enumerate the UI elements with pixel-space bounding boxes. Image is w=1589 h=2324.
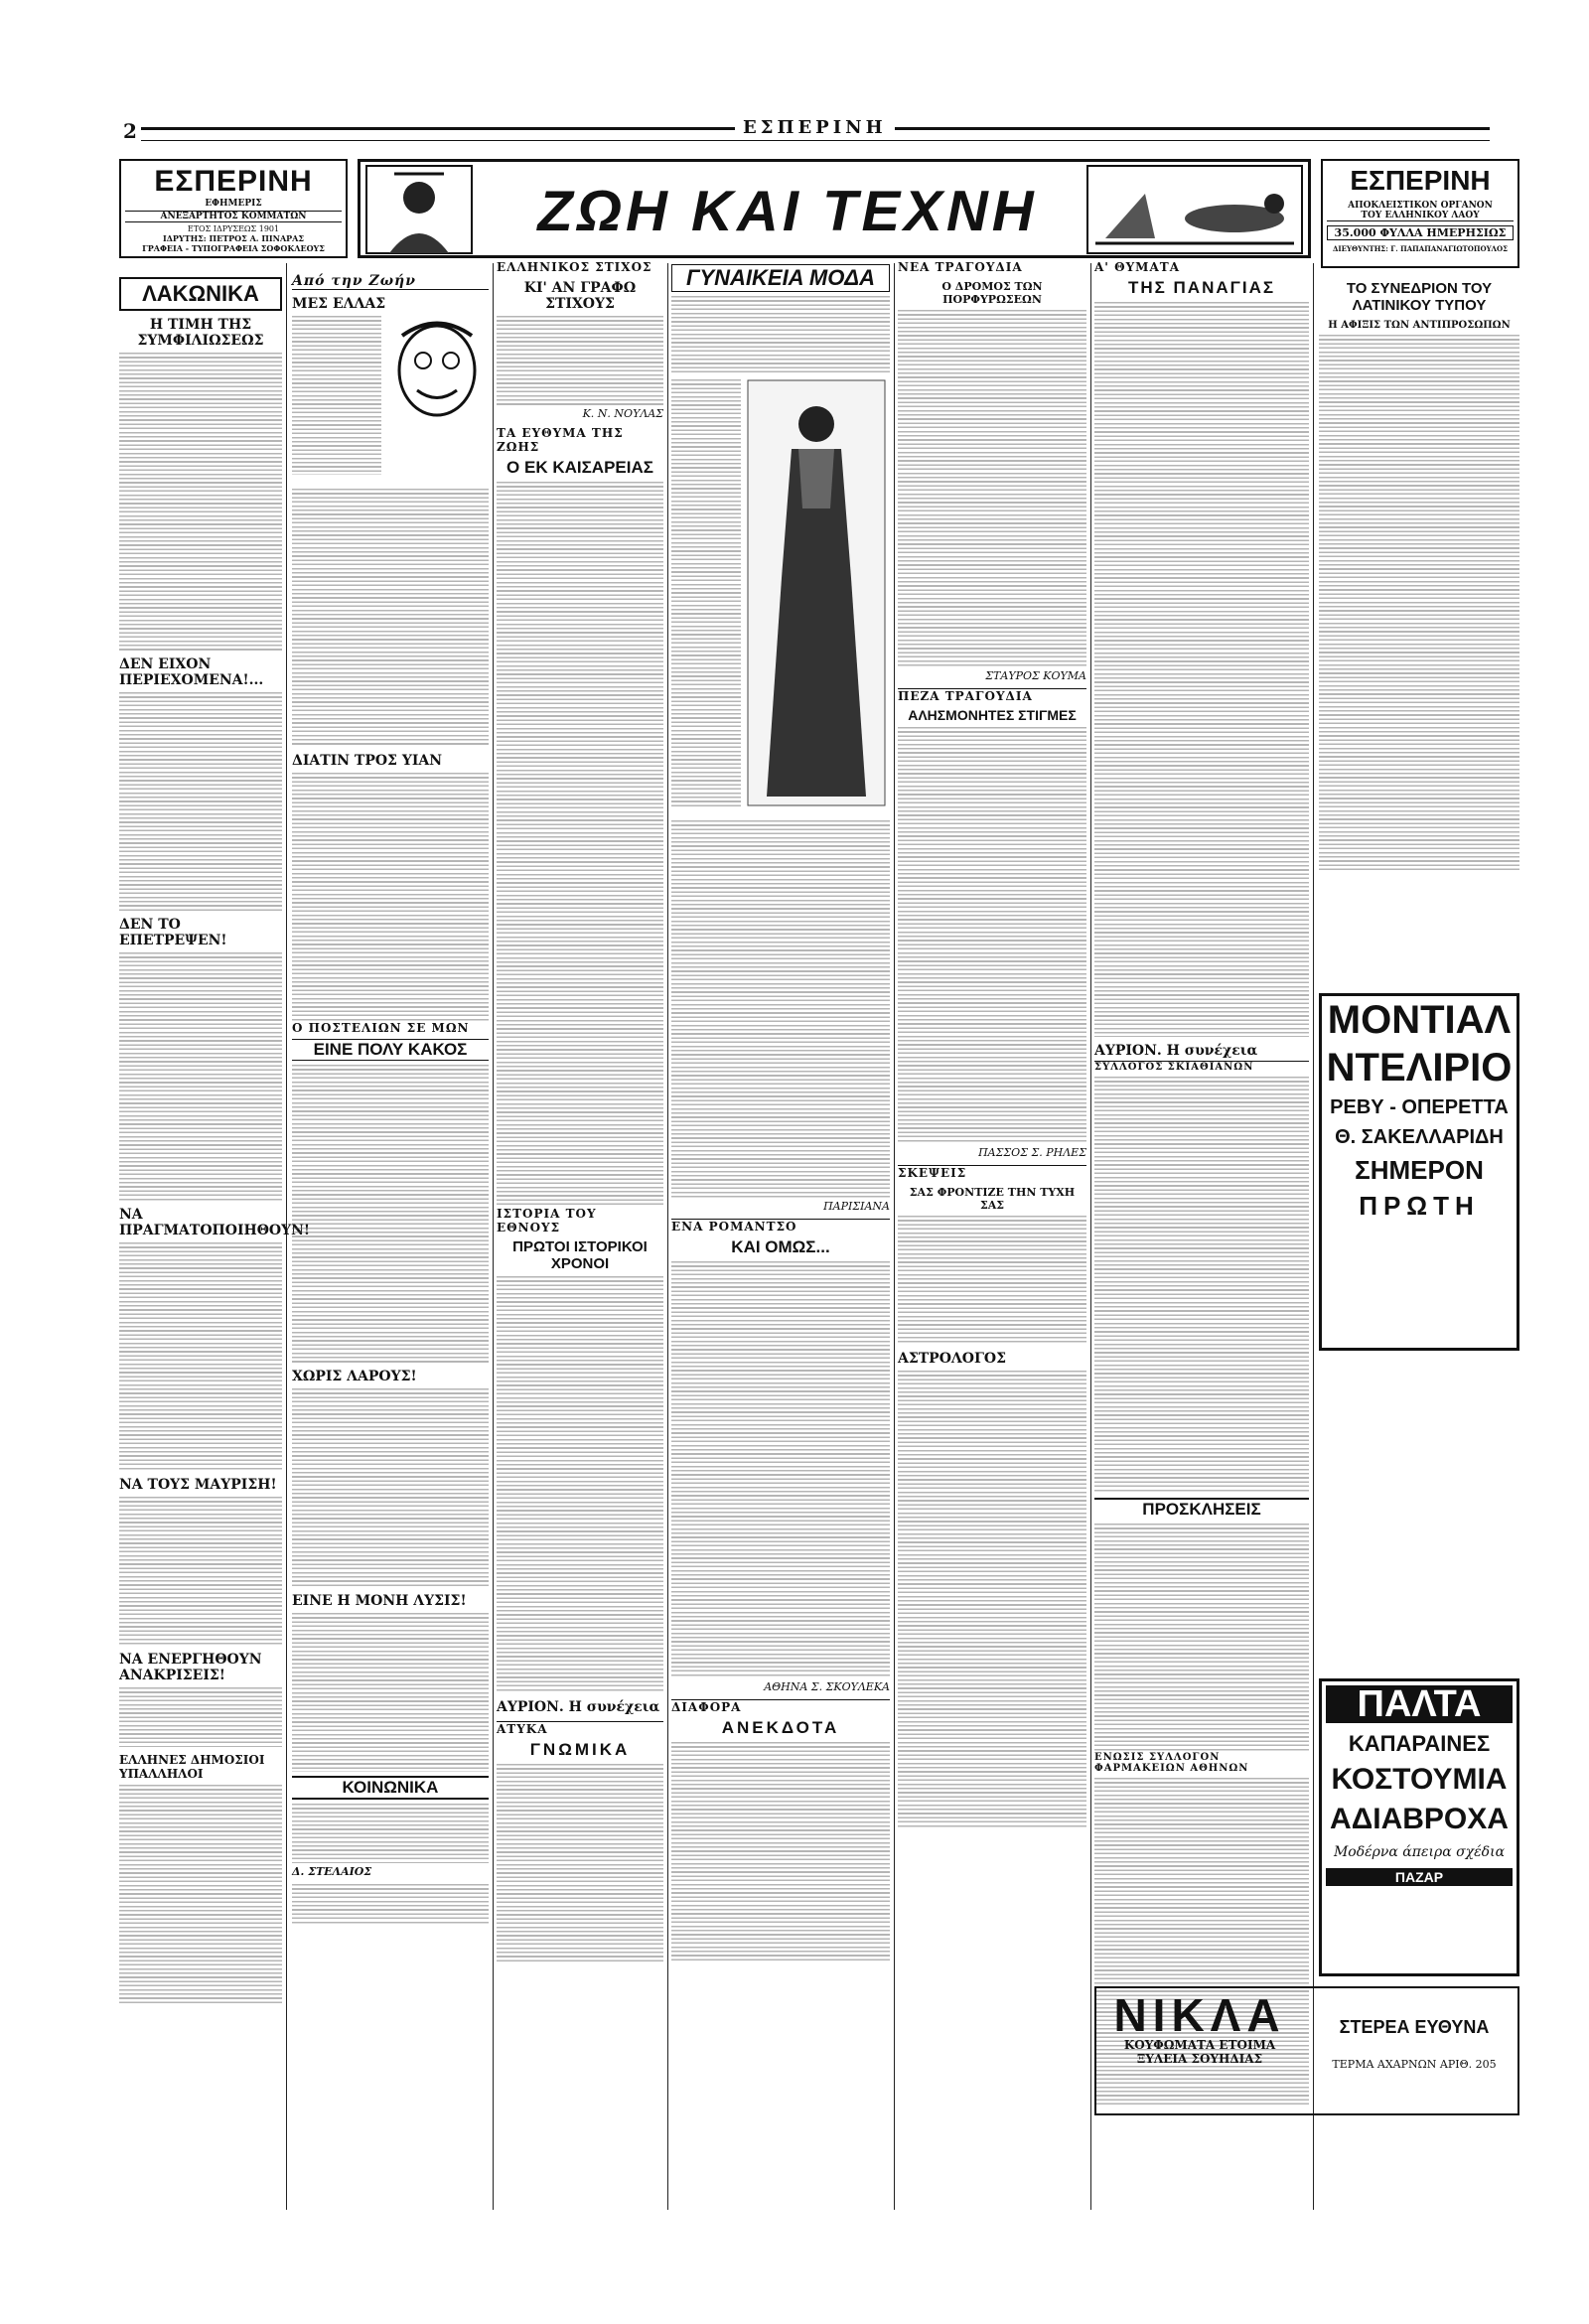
- headline: ΑΥΡΙΟΝ. Η συνέχεια: [1094, 1043, 1258, 1059]
- masthead-left-line3: ΕΤΟΣ ΙΔΡΥΣΕΩΣ 1901: [187, 224, 280, 233]
- headline: ΜΕΣ ΕΛΛΑΣ: [292, 296, 386, 312]
- article-text: [1094, 1524, 1309, 1752]
- headline: ΑΣΤΡΟΛΟΓΟΣ: [898, 1351, 1006, 1367]
- article-text: [1094, 1077, 1309, 1494]
- article-text: [292, 773, 489, 1021]
- ad-line: ΣΤΕΡΕΑ ΕΥΘΥΝΑ: [1339, 2017, 1490, 2037]
- headline: Ο ΕΚ ΚΑΙΣΑΡΕΙΑΣ: [506, 458, 653, 477]
- article-text: [671, 1742, 890, 1961]
- ad-line: ΠΡΩΤΗ: [1359, 1191, 1480, 1221]
- section-lakonika: ΛΑΚΩΝΙΚΑ: [119, 277, 282, 311]
- cartoon-face-icon: [387, 316, 487, 435]
- fashion-figure-icon: [747, 379, 886, 806]
- article-text: [497, 1764, 663, 1962]
- article-text: [119, 1242, 282, 1471]
- masthead-right-circulation: 35.000 ΦΥΛΛΑ ΗΜΕΡΗΣΙΩΣ: [1327, 225, 1514, 240]
- article-text: [898, 1371, 1086, 1827]
- kicker: ΣΚΕΨΕΙΣ: [898, 1165, 1086, 1180]
- ad-nikla: [1094, 1986, 1519, 2115]
- column-5: [898, 260, 1086, 2217]
- kicker: ΔΙΑΦΟΡΑ: [671, 1699, 890, 1714]
- column-2: [292, 273, 489, 2220]
- article-text: [898, 1216, 1086, 1345]
- headline: ΓΝΩΜΙΚΑ: [529, 1740, 631, 1759]
- article-text: [497, 316, 663, 405]
- ad-palta: [1319, 1678, 1519, 1976]
- headline: ΠΡΩΤΟΙ ΙΣΤΟΡΙΚΟΙ ΧΡΟΝΟΙ: [512, 1238, 648, 1272]
- headline: ΤΟ ΣΥΝΕΔΡΙΟΝ ΤΟΥ ΛΑΤΙΝΙΚΟΥ ΤΥΠΟΥ: [1346, 280, 1493, 314]
- woman-portrait-icon: [364, 164, 474, 255]
- ad-line: ΚΟΣΤΟΥΜΙΑ: [1331, 1763, 1508, 1796]
- running-title: ΕΣΠΕΡΙΝΗ: [735, 117, 895, 138]
- article-text: [119, 1687, 282, 1747]
- kicker: Α' ΘΥΜΑΤΑ: [1094, 260, 1181, 274]
- headline: ΝΑ ΠΡΑΓΜΑΤΟΠΟΙΗΘΟΥΝ!: [119, 1207, 311, 1238]
- kicker: ΕΝΑ ΡΟΜΑΝΤΣΟ: [671, 1219, 890, 1234]
- signature: Κ. Ν. ΝΟΥΛΑΣ: [582, 407, 663, 420]
- ad-line: Θ. ΣΑΚΕΛΛΑΡΙΔΗ: [1335, 1126, 1504, 1148]
- masthead-left-line4: ΙΔΡΥΤΗΣ: ΠΕΤΡΟΣ Α. ΠΙΝΑΡΑΣ: [162, 233, 305, 243]
- kicker: Από την Ζωήν: [292, 273, 489, 290]
- masthead-left-line2: ΑΝΕΞΑΡΤΗΤΟΣ ΚΟΜΜΑΤΩΝ: [125, 211, 342, 222]
- kicker: Ο ΠΟΣΤΕΛΙΩΝ ΣΕ ΜΩΝ: [292, 1021, 470, 1035]
- headline: ΔΕΝ ΤΟ ΕΠΕΤΡΕΨΕΝ!: [119, 917, 227, 948]
- ad-line: ΜΟΝΤΙΑΛ: [1327, 998, 1512, 1042]
- headline: ΤΗΣ ΠΑΝΑΓΙΑΣ: [1127, 278, 1276, 297]
- ad-line: ΤΕΡΜΑ ΑΧΑΡΝΩΝ ΑΡΙΘ. 205: [1332, 2058, 1497, 2071]
- column-rule: [493, 263, 494, 2210]
- headline: ΚΟΙΝΩΝΙΚΑ: [292, 1776, 489, 1800]
- ad-line: Μοδέρνα άπειρα σχέδια: [1333, 1844, 1506, 1860]
- article-text: [497, 482, 663, 1207]
- article-text: [671, 820, 890, 1198]
- headline: ΠΡΟΣΚΛΗΣΕΙΣ: [1094, 1498, 1309, 1520]
- headline: ΣΑΣ ΦΡΟΝΤΙΖΕ ΤΗΝ ΤΥΧΗ ΣΑΣ: [909, 1186, 1076, 1212]
- headline: ΚΑΙ ΟΜΩΣ...: [731, 1237, 830, 1256]
- headline: ΑΝΕΚΔΟΤΑ: [721, 1718, 840, 1737]
- article-text: [898, 310, 1086, 667]
- masthead-right-line3: ΔΙΕΥΘΥΝΤΗΣ: Γ. ΠΑΠΑΠΑΝΑΓΙΩΤΟΠΟΥΛΟΣ: [1332, 244, 1509, 253]
- column-4: [671, 260, 890, 2217]
- masthead-left-line1: ΕΦΗΜΕΡΙΣ: [205, 199, 262, 209]
- article-text: [292, 1613, 489, 1772]
- headline: Η ΤΙΜΗ ΤΗΣ ΣΥΜΦΙΛΙΩΣΕΩΣ: [137, 317, 264, 349]
- headline: ΔΕΝ ΕΙΧΟΝ ΠΕΡΙΕΧΟΜΕΝΑ!...: [119, 656, 264, 688]
- article-text: [1094, 302, 1309, 1037]
- headline: ΕΙΝΕ Η ΜΟΝΗ ΛΥΣΙΣ!: [292, 1593, 467, 1609]
- kicker: ΑΤΥΚΑ: [497, 1721, 663, 1736]
- reclining-figure-icon: [1085, 164, 1304, 255]
- kicker: ΙΣΤΟΡΙΑ ΤΟΥ ΕΘΝΟΥΣ: [497, 1207, 597, 1235]
- column-7: [1319, 276, 1519, 971]
- banner-title: ΖΩΗ ΚΑΙ ΤΕΧΝΗ: [537, 179, 1038, 243]
- headline: ΝΑ ΕΝΕΡΓΗΘΟΥΝ ΑΝΑΚΡΙΣΕΙΣ!: [119, 1652, 262, 1683]
- signature: ΣΤΑΥΡΟΣ ΚΟΥΜΑ: [985, 669, 1086, 682]
- column-1: [119, 273, 311, 2220]
- masthead-right-title: ΕΣΠΕΡΙΝΗ: [1350, 165, 1491, 196]
- article-text: [292, 1884, 489, 1924]
- masthead-right: [1321, 159, 1519, 268]
- masthead-right-line1: ΑΠΟΚΛΕΙΣΤΙΚΟΝ ΟΡΓΑΝΟΝ: [1348, 201, 1493, 211]
- kicker: ΕΛΛΗΝΙΚΟΣ ΣΤΙΧΟΣ: [497, 260, 652, 274]
- ad-montial: [1319, 993, 1519, 1351]
- column-6: [1094, 260, 1309, 2217]
- kicker: ΣΥΛΛΟΓΟΣ ΣΚΙΑΘΙΑΝΩΝ: [1094, 1061, 1309, 1073]
- ad-line: ΚΑΠΑΡΑΙΝΕΣ: [1348, 1731, 1491, 1756]
- article-text: [1319, 335, 1519, 871]
- headline: ΚΙ' ΑΝ ΓΡΑΦΩ ΣΤΙΧΟΥΣ: [523, 280, 637, 312]
- masthead-right-line2: ΤΟΥ ΕΛΛΗΝΙΚΟΥ ΛΑΟΥ: [1327, 211, 1514, 221]
- ad-line: ΚΟΥΦΩΜΑΤΑ ΕΤΟΙΜΑ: [1123, 2038, 1276, 2052]
- caption: ΠΑΡΙΣΙΑΝΑ: [823, 1200, 890, 1213]
- headline: ΕΙΝΕ ΠΟΛΥ ΚΑΚΟΣ: [292, 1039, 489, 1061]
- column-rule: [1090, 263, 1091, 2210]
- column-rule: [1313, 263, 1314, 2210]
- column-3: [497, 260, 663, 2217]
- article-text: [671, 1261, 890, 1678]
- ad-line: ΝΤΕΛΙΡΙΟ: [1326, 1046, 1513, 1089]
- ad-line: ΞΥΛΕΙΑ ΣΟΥΗΔΙΑΣ: [1136, 2052, 1263, 2066]
- article-text: [898, 727, 1086, 1144]
- article-text: [671, 379, 741, 806]
- headline: ΑΛΗΣΜΟΝΗΤΕΣ ΣΤΙΓΜΕΣ: [908, 707, 1077, 723]
- ad-line: ΡΕΒΥ - ΟΠΕΡΕΤΤΑ: [1330, 1096, 1509, 1118]
- column-rule: [894, 263, 895, 2210]
- article-text: [292, 1804, 489, 1863]
- headline: ΕΛΛΗΝΕΣ ΔΗΜΟΣΙΟΙ ΥΠΑΛΛΗΛΟΙ: [119, 1753, 265, 1781]
- article-text: [292, 1388, 489, 1587]
- article-text: [119, 1785, 282, 2003]
- article-text: [119, 353, 282, 651]
- headline: ΧΩΡΙΣ ΛΑΡΟΥΣ!: [292, 1369, 417, 1384]
- ad-line: ΝΙΚΛΑ: [1113, 1989, 1286, 2041]
- ad-line: ΑΔΙΑΒΡΟΧΑ: [1330, 1803, 1509, 1835]
- ad-line: ΠΑΛΤΑ: [1326, 1685, 1513, 1723]
- kicker: ΤΑ ΕΥΘΥΜΑ ΤΗΣ ΖΩΗΣ: [497, 426, 624, 454]
- article-text: [119, 952, 282, 1201]
- page-number: 2: [119, 119, 141, 143]
- headline: ΝΑ ΤΟΥΣ ΜΑΥΡΙΣΗ!: [119, 1477, 277, 1493]
- kicker: ΕΝΩΣΙΣ ΣΥΛΛΟΓΟΝ ΦΑΡΜΑΚΕΙΩΝ ΑΘΗΝΩΝ: [1094, 1752, 1249, 1774]
- article-text: [497, 1276, 663, 1693]
- signature: ΠΑΣΣΟΣ Σ. ΡΗΛΕΣ: [978, 1146, 1086, 1159]
- ad-line: ΠΑΖΑΡ: [1326, 1868, 1513, 1886]
- ad-line: ΣΗΜΕΡΟΝ: [1355, 1155, 1484, 1185]
- article-text: [119, 1497, 282, 1646]
- article-text: [292, 1065, 489, 1363]
- article-text: [119, 692, 282, 911]
- article-text: [292, 316, 381, 475]
- article-text: [292, 489, 489, 747]
- masthead-left-line5: ΓΡΑΦΕΙΑ - ΤΥΠΟΓΡΑΦΕΙΑ ΣΟΦΟΚΛΕΟΥΣ: [142, 243, 325, 253]
- article-text: [671, 296, 890, 375]
- headline: Η ΑΦΙΞΙΣ ΤΩΝ ΑΝΤΙΠΡΟΣΩΠΩΝ: [1328, 320, 1511, 331]
- headline: Ο ΔΡΟΜΟΣ ΤΩΝ ΠΟΡΦΥΡΩΣΕΩΝ: [941, 280, 1043, 306]
- signature: ΑΘΗΝΑ Σ. ΣΚΟΥΛΕΚΑ: [764, 1680, 890, 1693]
- headline: ΓΥΝΑΙΚΕΙΑ ΜΟΔΑ: [671, 264, 890, 292]
- masthead-left-title: ΕΣΠΕΡΙΝΗ: [154, 165, 313, 198]
- kicker: ΠΕΖΑ ΤΡΑΓΟΥΔΙΑ: [898, 688, 1086, 703]
- kicker: ΝΕΑ ΤΡΑΓΟΥΔΙΑ: [898, 260, 1023, 274]
- column-rule: [667, 263, 668, 2210]
- signature: Δ. ΣΤΕΛΑΙΟΣ: [292, 1865, 372, 1878]
- masthead-left: [119, 159, 348, 258]
- headline: ΔΙΑΤΙΝ ΤΡΟΣ ΥΙΑΝ: [292, 753, 443, 769]
- headline: ΑΥΡΙΟΝ. Η συνέχεια: [497, 1699, 660, 1715]
- banner: [358, 159, 1311, 258]
